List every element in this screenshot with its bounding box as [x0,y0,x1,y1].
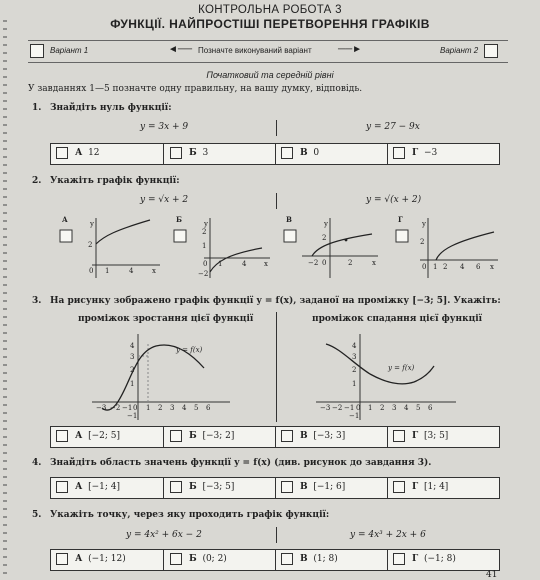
q3-left-xtick: −1 [122,404,133,412]
q5-option-a: А (−1; 12) [75,554,126,564]
q3-option-b: Б [−3; 2] [189,431,235,441]
q3-graphs [0,328,540,422]
variant2-checkbox[interactable] [484,44,498,58]
q2-option-c-tick: −2 [308,259,319,267]
q2-option-b-tick: 4 [242,260,247,268]
q3-right-label: проміжок спадання цієї функції [312,314,483,324]
q3-left-xtick: 5 [194,404,199,412]
q3-right-xtick: −3 [320,404,331,412]
q3-right-xtick: 0 [356,404,361,412]
q4-option-d-checkbox[interactable] [393,481,405,493]
page-title: КОНТРОЛЬНА РОБОТА 3 [198,4,342,16]
q3-right-ytick: 1 [352,380,357,388]
q2-option-c-tick: 2 [322,234,327,242]
q2-graph-options [0,210,540,288]
binding-dots [3,20,7,580]
q3-option-d: Г [3; 5] [412,431,449,441]
q4-option-b: Б [−3; 5] [189,482,235,492]
q5-option-b: Б (0; 2) [189,554,227,564]
q3-right-xtick: 3 [392,404,397,412]
q4-option-d: Г [1; 4] [412,482,449,492]
q4-option-a-checkbox[interactable] [56,481,68,493]
q3-left-ytick: 3 [130,353,135,361]
q5-number: 5. [32,510,42,520]
q1-option-c: В 0 [300,148,320,158]
q2-option-d-tick: y [422,220,426,228]
q1-formula-left: y = 3x + 9 [140,122,189,132]
q3-option-c-checkbox[interactable] [281,430,293,442]
q3-left-ytick: 1 [130,380,135,388]
q2-option-d-tick: 4 [460,263,465,271]
q2-option-d-tick: 2 [420,238,425,246]
q2-option-b-tick: 2 [202,228,207,236]
q2-option-a-tick: x [152,267,156,275]
q2-text: Укажіть графік функції: [50,176,180,186]
q2-option-b-tick: 0 [203,260,208,268]
q3-left-xtick: 3 [170,404,175,412]
page-number: 41 [486,570,498,580]
variant1-checkbox[interactable] [30,44,44,58]
q2-option-b-letter: Б [176,215,182,224]
q2-number: 2. [32,176,42,186]
q5-formula-left: y = 4x² + 6x − 2 [126,530,202,540]
q3-option-a-checkbox[interactable] [56,430,68,442]
variant2-label: Варіант 2 [440,46,479,55]
q3-option-c: В [−3; 3] [300,431,346,441]
q3-left-xtick: −3 [96,404,107,412]
q3-left-xtick: 1 [146,404,151,412]
q2-option-c-checkbox[interactable] [284,230,296,242]
q2-option-c-curve [312,234,372,256]
q2-option-a-tick: 0 [89,267,94,275]
q2-option-b-checkbox[interactable] [174,230,186,242]
q3-option-d-checkbox[interactable] [393,430,405,442]
q3-text: На рисунку зображено графік функції y = f(x), заданої на проміжку [−3; 5]. Укажіть: [50,296,501,306]
q5-option-a-checkbox[interactable] [56,553,68,565]
q5-option-d: Г (−1; 8) [412,554,456,564]
q5-option-c-checkbox[interactable] [281,553,293,565]
q3-right-xtick: 1 [368,404,373,412]
q2-option-d-tick: 0 [422,263,427,271]
q2-option-d-letter: Г [398,215,403,224]
q2-option-d-curve [436,232,494,260]
q3-answer-row [50,426,500,448]
q4-option-a: А [−1; 4] [75,482,120,492]
q4-option-c-checkbox[interactable] [281,481,293,493]
page-subtitle: ФУНКЦІЇ. НАЙПРОСТІШІ ПЕРЕТВОРЕННЯ ГРАФІКІВ [110,17,430,31]
q3-left-fx: y = f(x) [176,346,203,354]
q1-option-b: Б 3 [189,148,209,158]
variant-hint: Позначте виконуваний варіант [198,46,312,55]
q3-left-xtick: 4 [182,404,187,412]
q5-option-d-checkbox[interactable] [393,553,405,565]
q3-right-xtick: 4 [404,404,409,412]
q3-left-xtick: 0 [133,404,138,412]
q2-option-d-tick: x [490,263,494,271]
q3-right-ytick: 3 [352,353,357,361]
q2-formula-left: y = √x + 2 [140,195,189,205]
q3-left-ytick: −1 [127,412,138,420]
q5-text: Укажіть точку, через яку проходить графік функції: [50,510,330,520]
q3-right-xtick: −1 [344,404,355,412]
q1-answer-row [50,143,500,165]
q3-left-label: проміжок зростання цієї функції [78,314,254,324]
q3-right-xtick: 6 [428,404,433,412]
q2-option-b-tick: 1 [202,242,207,250]
q2-option-a-tick: y [90,220,94,228]
q5-answer-row [50,549,500,571]
q4-answer-row [50,477,500,499]
q2-option-d-tick: 6 [476,263,481,271]
q4-option-b-checkbox[interactable] [170,481,182,493]
variant1-label: Варіант 1 [50,46,89,55]
q3-left-xtick: 2 [158,404,163,412]
q5-option-b-checkbox[interactable] [170,553,182,565]
q2-option-d-tick: 2 [443,263,448,271]
q3-right-curve [326,344,434,384]
q2-option-a-tick: 4 [129,267,134,275]
q2-option-a-curve [96,220,150,244]
q1-option-a-checkbox[interactable] [56,147,68,159]
q1-option-d-checkbox[interactable] [393,147,405,159]
q3-left-xtick: 6 [206,404,211,412]
q1-option-a: А 12 [75,148,100,158]
q3-option-a: А [−2; 5] [75,431,120,441]
q3-right-ytick: −1 [349,412,360,420]
q3-option-b-checkbox[interactable] [170,430,182,442]
q1-formula-right: y = 27 − 9x [366,122,420,132]
level-heading: Початковий та середній рівні [206,70,334,80]
q2-formula-right: y = √(x + 2) [366,195,422,205]
q3-left-curve [102,345,204,410]
q2-option-a-tick: 2 [88,241,93,249]
q3-right-fx: y = f(x) [388,364,415,372]
q1-option-c-checkbox[interactable] [281,147,293,159]
arrow-right-icon: ──► [338,44,363,55]
q3-number: 3. [32,296,42,306]
q2-option-a-letter: А [62,215,68,224]
q1-option-d: Г −3 [412,148,438,158]
q4-text: Знайдіть область значень функції y = f(x) (див. рисунок до завдання 3). [50,458,432,468]
q5-formula-right: y = 4x³ + 2x + 6 [350,530,426,540]
q2-option-b-tick: 1 [218,260,223,268]
q2-option-c-tick: 2 [348,259,353,267]
q1-option-b-checkbox[interactable] [170,147,182,159]
q2-option-b-tick: x [264,260,268,268]
q3-right-ytick: 2 [352,366,357,374]
q2-option-a-checkbox[interactable] [60,230,72,242]
q2-option-d-tick: 1 [433,263,438,271]
q4-number: 4. [32,458,42,468]
q2-option-b-tick: y [204,220,208,228]
q2-option-c-tick: y [324,220,328,228]
q3-left-xtick: −2 [110,404,121,412]
q4-option-c: В [−1; 6] [300,482,346,492]
q2-option-d-checkbox[interactable] [396,230,408,242]
q2-option-c-tick: 0 [322,259,327,267]
instructions: У завданнях 1—5 позначте одну правильну, на вашу думку, відповідь. [28,84,363,94]
q5-option-c: В (1; 8) [300,554,338,564]
q2-option-a-tick: 1 [105,267,110,275]
q2-option-c-tick: x [372,259,376,267]
q3-left-ytick: 4 [130,342,135,350]
q3-right-xtick: 5 [416,404,421,412]
q3-right-xtick: 2 [380,404,385,412]
q3-left-ytick: 2 [130,366,135,374]
q3-right-xtick: −2 [332,404,343,412]
arrow-left-icon: ◄── [168,44,193,55]
q2-option-b-tick: −2 [198,270,209,278]
q3-right-ytick: 4 [352,342,357,350]
q2-option-c-letter: В [286,215,292,224]
q1-number: 1. [32,103,42,113]
q1-text: Знайдіть нуль функції: [50,103,172,113]
